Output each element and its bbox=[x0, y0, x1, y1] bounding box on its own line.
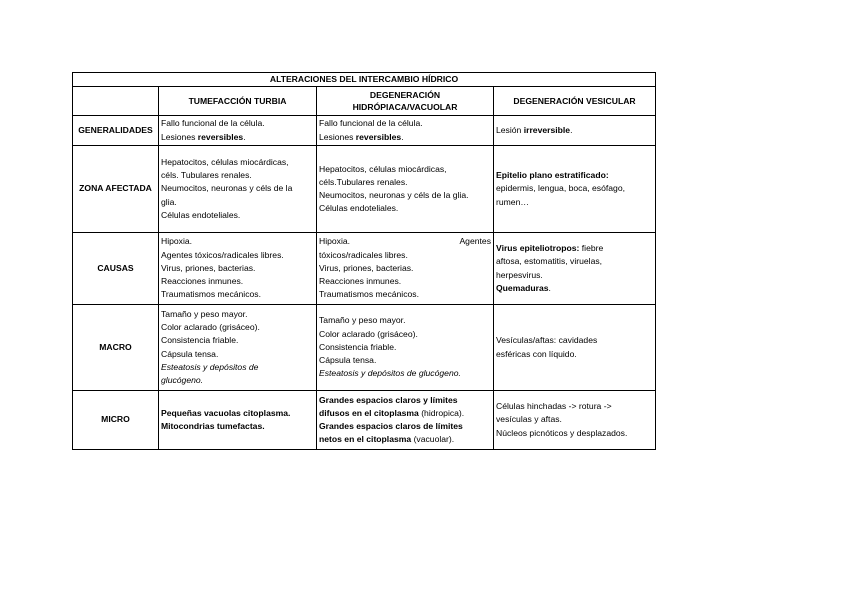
cell-text: vesículas y aftas. bbox=[496, 414, 562, 425]
cell-text-bold: Mitocondrias tumefactas. bbox=[161, 421, 265, 431]
cell-text: Consistencia friable. bbox=[161, 335, 239, 346]
row-generalidades bbox=[73, 116, 656, 146]
cell-text-italic: Esteatosis y depósitos de bbox=[161, 361, 259, 372]
cell-micro-tumefaccion bbox=[159, 391, 317, 450]
cell-text: Cápsula tensa. bbox=[319, 355, 377, 366]
text-run-bold: Virus epiteliotropos: bbox=[496, 243, 580, 254]
empty-header-cell bbox=[73, 87, 159, 116]
cell-zona-vesicular bbox=[494, 146, 656, 233]
text-run: (hidropica). bbox=[418, 407, 465, 418]
row-zona-afectada bbox=[73, 146, 656, 233]
cell-text: céls. Tubulares renales. bbox=[161, 170, 252, 181]
header-row bbox=[73, 87, 656, 116]
cell-text: Fallo funcional de la célula. bbox=[319, 118, 423, 129]
text-run: (vacuolar). bbox=[411, 434, 455, 445]
text-run-bold: reversibles bbox=[355, 131, 402, 142]
text-run: Agentes bbox=[459, 236, 491, 247]
text-run: Lesiones bbox=[319, 131, 356, 142]
cell-causas-tumefaccion bbox=[159, 233, 317, 305]
row-label-causas: CAUSAS bbox=[73, 233, 159, 305]
row-macro bbox=[73, 305, 656, 391]
cell-text-italic: Esteatosis y depósitos de glucógeno. bbox=[319, 368, 461, 379]
cell-text bbox=[496, 242, 653, 255]
cell-text: Hepatocitos, células miocárdicas, bbox=[161, 156, 289, 167]
cell-text bbox=[319, 433, 491, 446]
title-row bbox=[73, 73, 656, 87]
text-run: . bbox=[401, 131, 404, 142]
text-run-bold: netos en el citoplasma bbox=[319, 434, 412, 445]
cell-text: Núcleos picnóticos y desplazados. bbox=[496, 427, 628, 438]
cell-text: herpesvirus. bbox=[496, 269, 543, 280]
cell-causas-vesicular bbox=[494, 233, 656, 305]
cell-text bbox=[161, 131, 314, 144]
text-run: . bbox=[570, 124, 573, 135]
row-micro bbox=[73, 391, 656, 450]
cell-text: Traumatismos mecánicos. bbox=[319, 289, 419, 300]
cell-text: Vesículas/aftas: cavidades bbox=[496, 335, 598, 346]
cell-text: Reacciones inmunes. bbox=[319, 276, 402, 287]
cell-text-bold: Epitelio plano estratificado: bbox=[496, 170, 609, 181]
cell-text bbox=[496, 282, 653, 295]
cell-text: Hipoxia. bbox=[161, 236, 193, 247]
cell-text bbox=[319, 235, 491, 248]
row-label-macro: MACRO bbox=[73, 305, 159, 391]
cell-text: Virus, priones, bacterias. bbox=[319, 262, 414, 273]
cell-causas-hidropica bbox=[317, 233, 494, 305]
cell-generalidades-hidropica bbox=[317, 116, 494, 146]
alteraciones-table bbox=[72, 72, 656, 450]
text-run-bold: Quemaduras bbox=[496, 282, 549, 293]
cell-text-bold: Grandes espacios claros de límites bbox=[319, 421, 463, 431]
cell-text bbox=[496, 124, 653, 137]
text-run: . bbox=[243, 131, 246, 142]
row-causas bbox=[73, 233, 656, 305]
cell-text: Traumatismos mecánicos. bbox=[161, 289, 261, 300]
text-run: . bbox=[548, 282, 551, 293]
cell-micro-vesicular bbox=[494, 391, 656, 450]
cell-text: esféricas con líquido. bbox=[496, 348, 577, 359]
cell-text bbox=[319, 407, 491, 420]
cell-text: Consistencia friable. bbox=[319, 341, 397, 352]
cell-text: Virus, priones, bacterias. bbox=[161, 262, 256, 273]
cell-text: Color aclarado (grisáceo). bbox=[319, 328, 418, 339]
cell-text bbox=[319, 131, 491, 144]
cell-text: glia. bbox=[161, 196, 177, 207]
col-header-vesicular: DEGENERACIÓN VESICULAR bbox=[494, 87, 656, 116]
cell-text: Células hinchadas -> rotura -> bbox=[496, 401, 612, 412]
cell-text: epidermis, lengua, boca, esófago, bbox=[496, 183, 625, 194]
cell-text-bold: Grandes espacios claros y límites bbox=[319, 394, 458, 405]
text-run-bold: irreversible bbox=[523, 124, 571, 135]
cell-text: aftosa, estomatitis, viruelas, bbox=[496, 256, 603, 267]
cell-text: Tamaño y peso mayor. bbox=[319, 315, 406, 326]
col-header-hidropica-line1: DEGENERACIÓN bbox=[369, 90, 441, 100]
cell-text: tóxicos/radicales libres. bbox=[319, 249, 408, 260]
cell-macro-vesicular bbox=[494, 305, 656, 391]
col-header-tumefaccion: TUMEFACCIÓN TURBIA bbox=[159, 87, 317, 116]
cell-text: céls.Tubulares renales. bbox=[319, 176, 408, 187]
cell-generalidades-vesicular bbox=[494, 116, 656, 146]
text-run: fiebre bbox=[579, 243, 604, 254]
text-run: Lesiones bbox=[161, 131, 198, 142]
cell-text: Neumocitos, neuronas y céls de la glia. bbox=[319, 190, 469, 200]
cell-text: Hepatocitos, células miocárdicas, bbox=[319, 163, 447, 174]
col-header-hidropica bbox=[317, 87, 494, 116]
cell-zona-hidropica bbox=[317, 146, 494, 233]
cell-zona-tumefaccion bbox=[159, 146, 317, 233]
cell-text: Células endoteliales. bbox=[319, 203, 399, 214]
table-title: ALTERACIONES DEL INTERCAMBIO HÍDRICO bbox=[73, 73, 656, 87]
cell-macro-hidropica bbox=[317, 305, 494, 391]
cell-text: Fallo funcional de la célula. bbox=[161, 118, 265, 129]
cell-text: Células endoteliales. bbox=[161, 209, 241, 220]
row-label-zona: ZONA AFECTADA bbox=[73, 146, 159, 233]
cell-text-italic: glucógeno. bbox=[161, 374, 204, 385]
cell-text-bold: Pequeñas vacuolas citoplasma. bbox=[161, 407, 291, 418]
text-run: Lesión bbox=[496, 124, 524, 135]
cell-text: Tamaño y peso mayor. bbox=[161, 308, 248, 319]
cell-text: rumen… bbox=[496, 196, 529, 207]
row-label-micro: MICRO bbox=[73, 391, 159, 450]
col-header-hidropica-line2: HIDRÓPIACA/VACUOLAR bbox=[352, 102, 458, 112]
text-run-bold: reversibles bbox=[197, 131, 244, 142]
cell-micro-hidropica bbox=[317, 391, 494, 450]
cell-macro-tumefaccion bbox=[159, 305, 317, 391]
text-run: Hipoxia. bbox=[319, 236, 351, 247]
cell-text: Agentes tóxicos/radicales libres. bbox=[161, 249, 284, 260]
cell-text: Cápsula tensa. bbox=[161, 348, 219, 359]
cell-text: Reacciones inmunes. bbox=[161, 276, 244, 287]
text-run-bold: difusos en el citoplasma bbox=[319, 407, 419, 418]
cell-generalidades-tumefaccion bbox=[159, 116, 317, 146]
cell-text: Color aclarado (grisáceo). bbox=[161, 322, 260, 333]
row-label-generalidades: GENERALIDADES bbox=[73, 116, 159, 146]
cell-text: Neumocitos, neuronas y céls de la bbox=[161, 183, 293, 194]
